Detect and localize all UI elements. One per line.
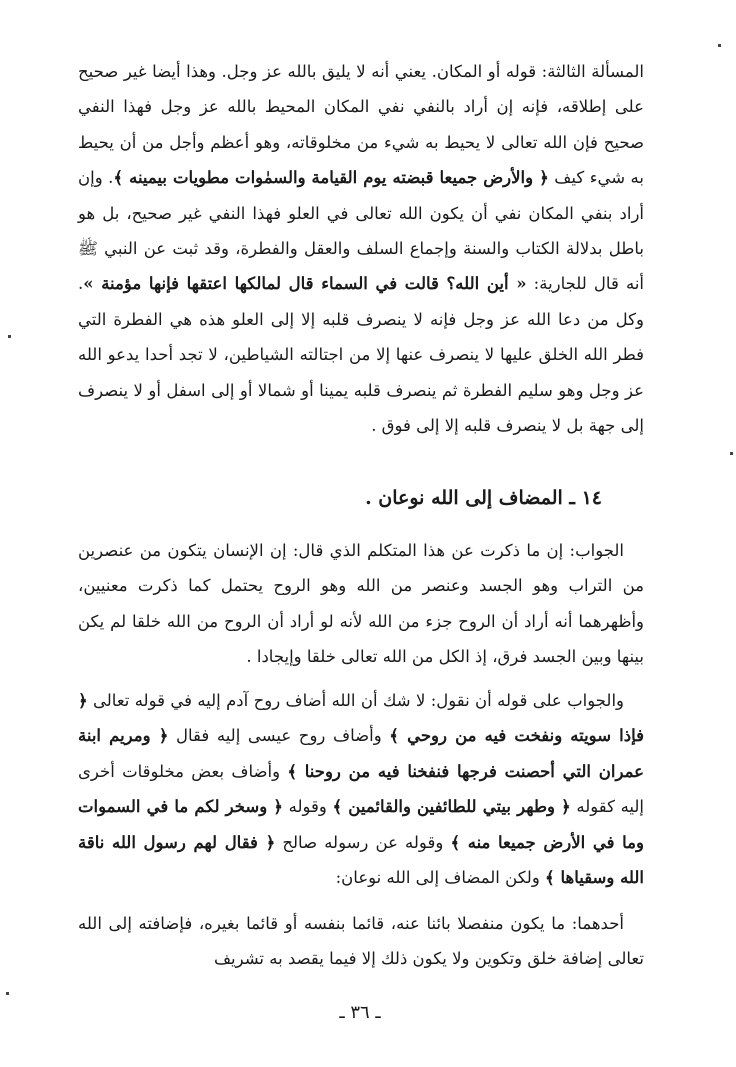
quran-verse: ﴿ وسخر لكم ما في السموات وما في الأرض جميعا منه ﴾ <box>78 797 644 852</box>
section-heading: ١٤ ـ المضاف إلى الله نوعان . <box>365 487 602 509</box>
scan-speck <box>718 44 721 47</box>
paragraph-first-type <box>78 906 644 977</box>
text-run: أحدهما: ما يكون منفصلا بائنا عنه، قائما بنفسه أو قائما بغيره، فإضافته إلى الله تعالى إضافة خلق وتكوين ولا يكون ذلك إلا فيما يقصد به تشريف <box>78 914 644 969</box>
text-run: وقوله <box>282 797 333 817</box>
scan-speck <box>730 452 733 455</box>
quran-verse: ﴿ والأرض جميعا قبضته يوم القيامة والسمٰوات مطويات بيمينه ﴾ <box>113 168 549 188</box>
page-number: ـ ٣٦ ـ <box>339 1002 381 1023</box>
text-run: والجواب على قوله أن نقول: لا شك أن الله أضاف روح آدم إليه في قوله تعالى <box>87 691 624 710</box>
text-run: وأضاف روح عيسى إليه فقال <box>168 726 390 746</box>
scan-speck <box>8 335 11 338</box>
text-run: وقوله عن رسوله صالح <box>275 832 451 852</box>
text-run: الجواب: إن ما ذكرت عن هذا المتكلم الذي قال: إن الإنسان يتكون من عنصرين من التراب وهو الجسد وعنصر من الله وهو الروح يحتمل كما ذكرت معنيين، وأظهرهما أنه أراد أن الروح جزء من الله لأنه لو أراد أن الروح من الله خلقا لم يكن بينها وبين الجسد فرق، إذ الكل من الله تعالى خلقا وإيجادا . <box>78 541 644 667</box>
quran-verse: ﴿ فقال لهم رسول الله ناقة الله وسقياها ﴾ <box>78 832 644 888</box>
quran-verse: ﴿ فإذا سويته ونفخت فيه من روحي ﴾ <box>78 691 644 746</box>
quran-verse: ﴿ ومريم ابنة عمران التي أحصنت فرجها فنفخنا فيه من روحنا ﴾ <box>78 726 644 781</box>
hadith-quote: « أين الله؟ قالت في السماء قال لمالكها اعتقها فإنها مؤمنة » <box>83 274 527 294</box>
scan-speck <box>6 992 9 995</box>
text-run: ولكن المضاف إلى الله نوعان: <box>335 868 546 888</box>
paragraph-answer <box>78 533 644 675</box>
text-run: وأضاف بعض مخلوقات أخرى إليه كقوله <box>78 761 645 817</box>
paragraph-issue-three <box>78 54 644 443</box>
text-run: . وكل من دعا الله عز وجل فإنه لا ينصرف قلبه إلا إلى العلو هذه هي الفطرة التي فطر الله الخلق عليها لا ينصرف عنها إلا من اجتالته الشياطين، لا تجد أحدا يدعو الله عز وجل وهو سليم الفطرة ثم ينصرف قلبه يمينا أو شمالا أو إلى اسفل أو لا ينصرف إلى جهة بل لا ينصرف قلبه إلا إلى فوق . <box>78 274 644 436</box>
quran-verse: ﴿ وطهر بيتي للطائفين والقائمين ﴾ <box>332 797 571 817</box>
paragraph-answer-continued <box>78 683 644 895</box>
text-run: المسألة الثالثة: قوله أو المكان. يعني أنه لا يليق بالله عز وجل. وهذا أيضا غير صحيح على إطلاقه، فإنه إن أراد بالنفي نفي المكان المحيط بالله عز وجل فهذا النفي صحيح فإن الله تعالى لا يحيط به شيء من مخلوقاته، وهو أعظم وأجل من أن يحيط به شيء كيف <box>78 62 644 188</box>
text-run: . وإن أراد بنفي المكان نفي أن يكون الله تعالى في العلو فهذا النفي غير صحيح، بل هو باطل بدلالة الكتاب والسنة وإجماع السلف والعقل والفطرة، وقد ثبت عن النبي ﷺ أنه قال للجارية: <box>78 168 644 294</box>
